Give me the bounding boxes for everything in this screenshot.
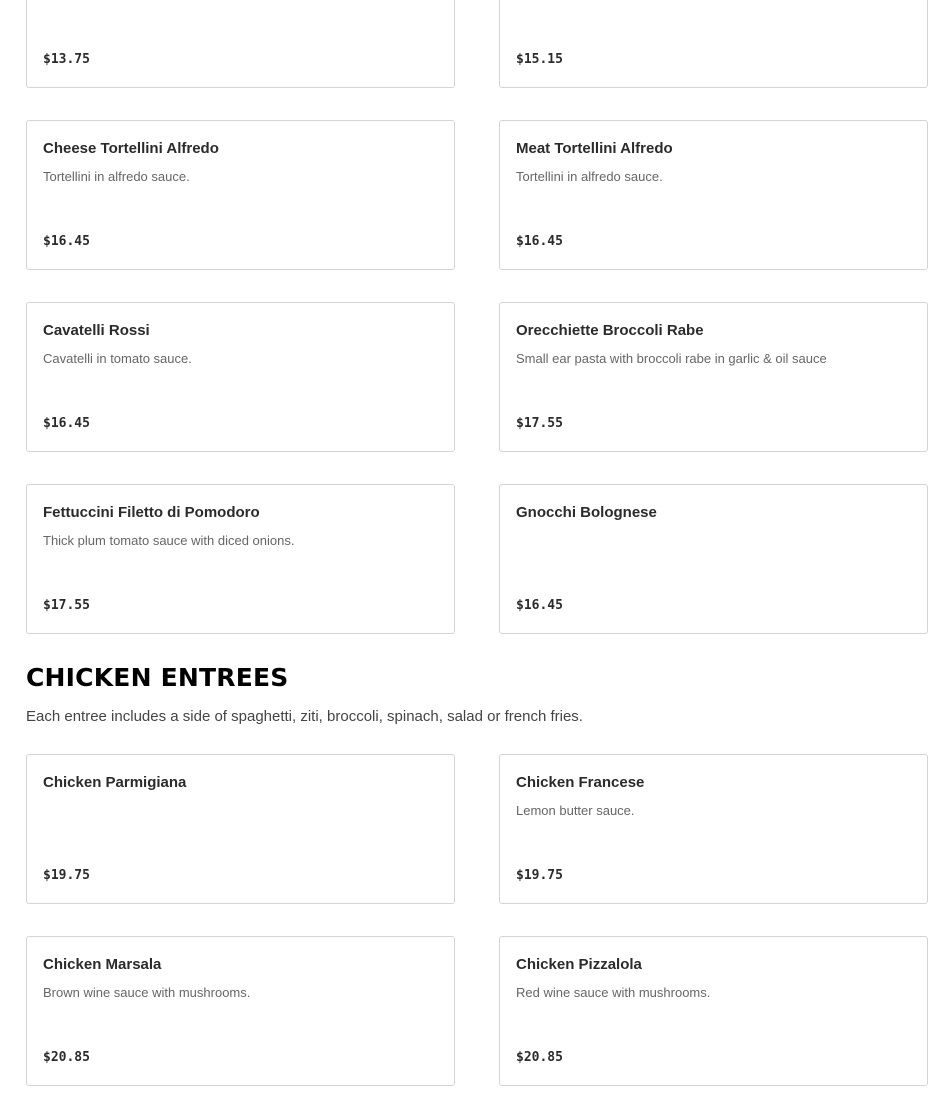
menu-item-price: $15.15 [516,52,563,67]
menu-item-description: Brown wine sauce with mushrooms. [43,985,251,1000]
menu-item-price: $16.45 [516,234,563,249]
menu-item-name: Chicken Parmigiana [43,774,187,791]
menu-item-price: $16.45 [43,416,90,431]
menu-item-price: $13.75 [43,52,90,67]
menu-item-price: $16.45 [43,234,90,249]
menu-item-card[interactable] [499,302,928,452]
section-title: CHICKEN ENTREES [26,663,289,692]
menu-item-name: Chicken Francese [516,774,645,791]
menu-item-price: $19.75 [516,868,563,883]
menu-item-description: Lemon butter sauce. [516,803,635,818]
menu-item-card[interactable] [26,120,455,270]
menu-item-price: $17.55 [516,416,563,431]
menu-item-price: $17.55 [43,598,90,613]
menu-item-name: Meat Tortellini Alfredo [516,140,673,157]
menu-item-description: Thick plum tomato sauce with diced onions. [43,533,295,548]
menu-item-description: Tortellini in alfredo sauce. [43,169,190,184]
menu-item-price: $20.85 [43,1050,90,1065]
menu-item-card[interactable] [499,754,928,904]
menu-item-name: Orecchiette Broccoli Rabe [516,322,704,339]
menu-item-name: Cavatelli Rossi [43,322,150,339]
menu-item-description: Small ear pasta with broccoli rabe in garlic & oil sauce [516,351,827,366]
menu-item-description: Tortellini in alfredo sauce. [516,169,663,184]
menu-item-card[interactable] [26,936,455,1086]
menu-item-card[interactable] [26,484,455,634]
menu-item-description: Red wine sauce with mushrooms. [516,985,711,1000]
menu-item-name: Gnocchi Bolognese [516,504,657,521]
section-description: Each entree includes a side of spaghetti, ziti, broccoli, spinach, salad or french fries. [26,708,583,725]
menu-item-card[interactable] [26,0,455,88]
chicken-menu-grid [26,754,928,1086]
menu-item-name: Fettuccini Filetto di Pomodoro [43,504,260,521]
menu-item-name: Chicken Marsala [43,956,162,973]
pasta-menu-grid [26,0,928,634]
menu-item-description: Cavatelli in tomato sauce. [43,351,192,366]
menu-item-card[interactable] [499,120,928,270]
menu-item-card[interactable] [499,936,928,1086]
menu-item-card[interactable] [499,484,928,634]
menu-item-card[interactable] [26,302,455,452]
menu-item-name: Cheese Tortellini Alfredo [43,140,219,157]
menu-item-name: Chicken Pizzalola [516,956,642,973]
menu-item-price: $19.75 [43,868,90,883]
menu-item-price: $16.45 [516,598,563,613]
menu-item-card[interactable] [26,754,455,904]
menu-item-price: $20.85 [516,1050,563,1065]
menu-item-card[interactable] [499,0,928,88]
